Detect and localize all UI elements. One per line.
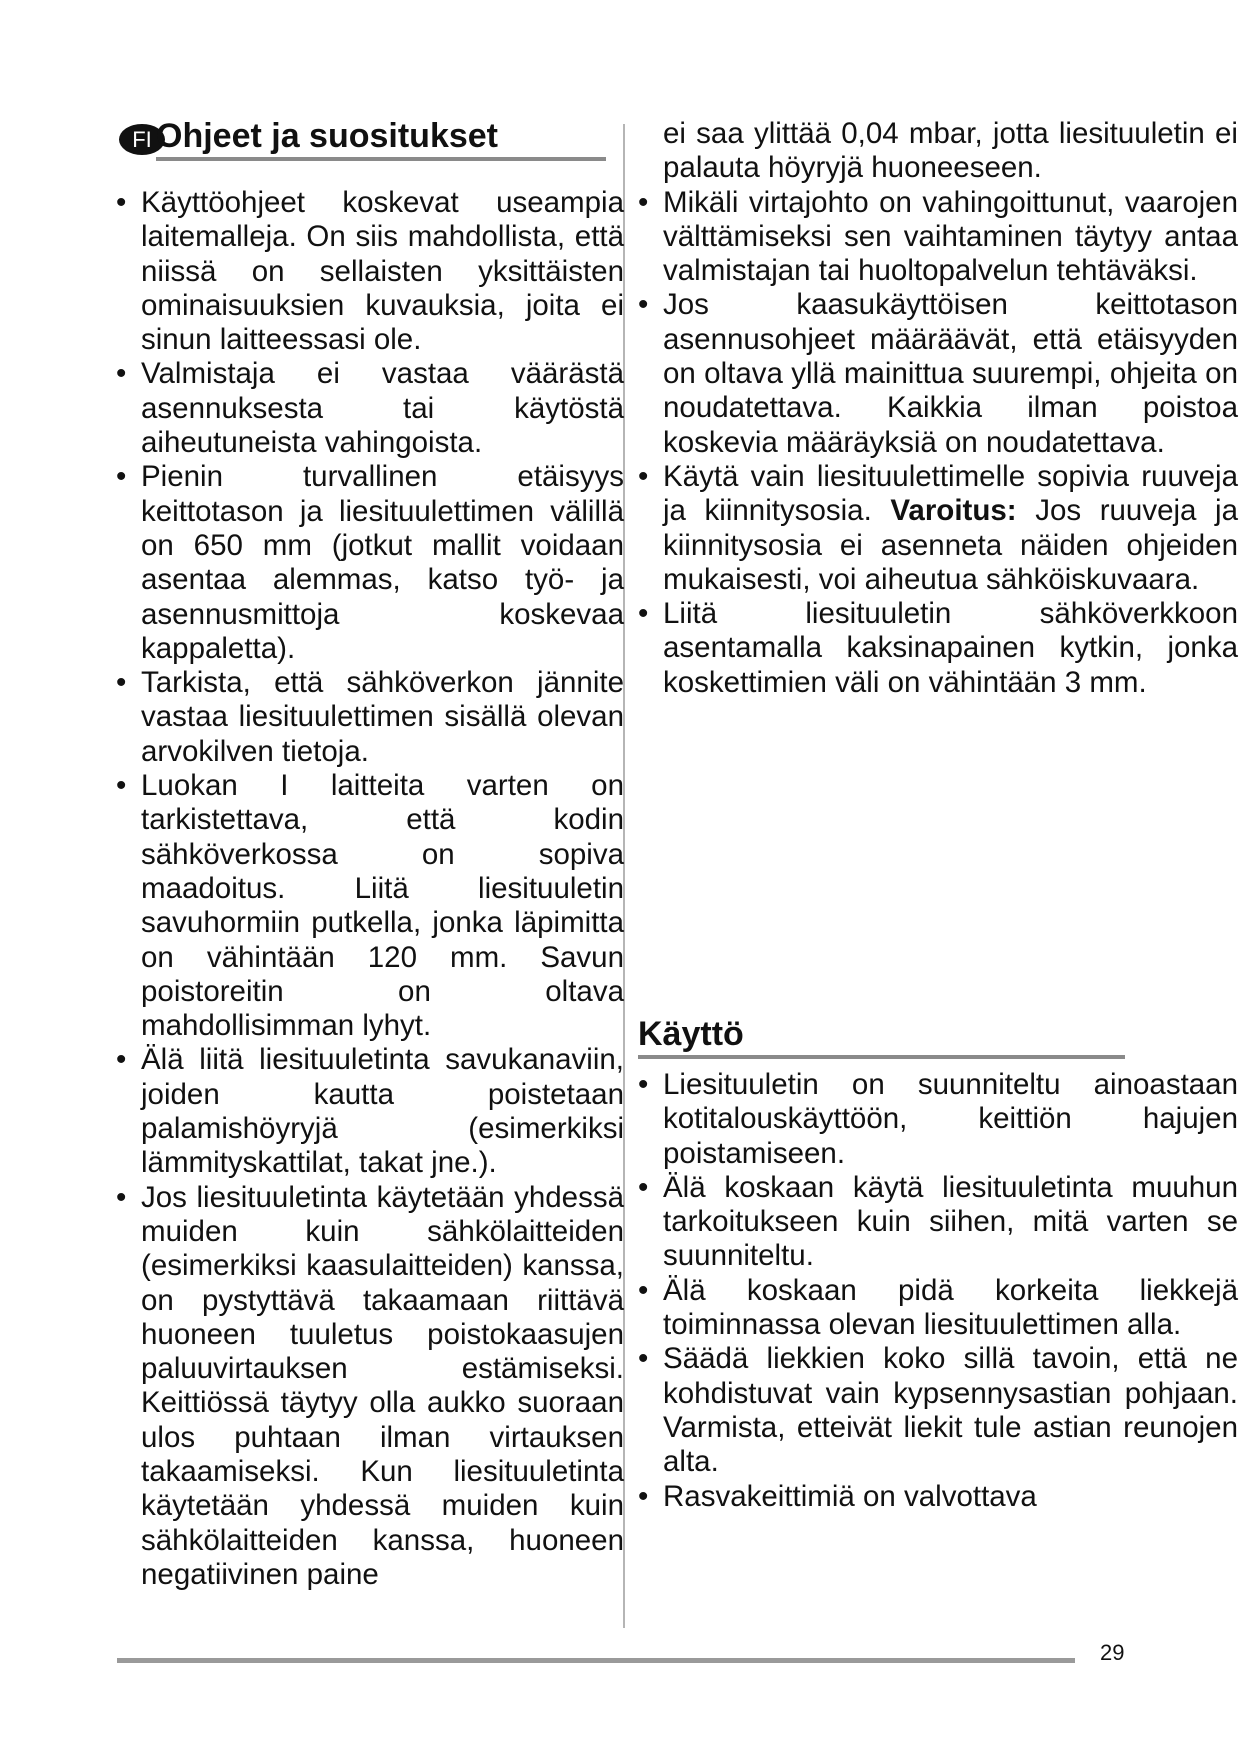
left-column: [116, 186, 624, 1592]
language-badge: FI: [119, 124, 165, 155]
list-item: • Älä koskaan pidä korkeita liekkejä toiminnassa olevan liesituulettimen alla.: [638, 1274, 1238, 1343]
list-item: • Jos liesituuletinta käytetään yhdessä muiden kuin sähkölaitteiden (esimerkiksi kaasulaitteiden) kanssa, on pystyttävä takaamaan riittävä huoneen tuuletus poistokaasujen paluuvirtauksen estämiseksi. Keittiössä täytyy olla aukko suoraan ulos puhtaan ilman virtauksen takaamiseksi. Kun liesituuletinta käytetään yhdessä muiden kuin sähkölaitteiden kanssa, huoneen negatiivinen paine: [116, 1181, 624, 1593]
list-item-screws: [638, 460, 1238, 597]
list-item: • Käyttöohjeet koskevat useampia laitemalleja. On siis mahdollista, että niissä on sellaisten yksittäisten ominaisuuksien kuvauksia, joita ei sinun laitteessasi ole.: [116, 186, 624, 357]
list-item: • Rasvakeittimiä on valvottava: [638, 1480, 1238, 1514]
list-item: • Jos kaasukäyttöisen keittotason asennusohjeet määräävät, että etäisyyden on oltava yllä mainittua suurempi, ohjeita on noudatettava. Kaikkia ilman poistoa koskevia määräyksiä on noudatettava.: [638, 288, 1238, 459]
page-number: 29: [1100, 1640, 1125, 1665]
list-item: • Liesituuletin on suunniteltu ainoastaan kotitalouskäyttöön, keittiön hajujen poistamiseen.: [638, 1068, 1238, 1171]
section-title-instructions: Ohjeet ja suositukset: [156, 117, 498, 155]
list-item: • Tarkista, että sähköverkon jännite vastaa liesituulettimen sisällä olevan arvokilven tietoja.: [116, 666, 624, 769]
list-item: • Luokan I laitteita varten on tarkistettava, että kodin sähköverkossa on sopiva maadoitus. Liitä liesituuletin savuhormiin putkella, jonka läpimitta on vähintään 120 mm. Savun poistoreitin on oltava mahdollisimman lyhyt.: [116, 769, 624, 1043]
right-column-lower: [638, 1068, 1238, 1514]
instruction-list: [116, 186, 624, 1592]
heading-underline: [638, 1055, 1125, 1059]
list-item: • Älä koskaan käytä liesituuletinta muuhun tarkoitukseen kuin siihen, mitä varten se suunniteltu.: [638, 1171, 1238, 1274]
right-column-upper: [638, 117, 1238, 700]
section-title-usage: Käyttö: [638, 1015, 744, 1053]
instruction-list-continued: [638, 186, 1238, 700]
list-item: • Valmistaja ei vastaa väärästä asennuksesta tai käytöstä aiheutuneista vahingoista.: [116, 357, 624, 460]
list-item: • Mikäli virtajohto on vahingoittunut, vaarojen välttämiseksi sen vaihtaminen täytyy antaa valmistajan tai huoltopalvelun tehtäväksi.: [638, 186, 1238, 289]
heading-underline: [156, 157, 606, 161]
list-item: • Liitä liesituuletin sähköverkkoon asentamalla kaksinapainen kytkin, jonka koskettimien väli on vähintään 3 mm.: [638, 597, 1238, 700]
usage-list: [638, 1068, 1238, 1514]
list-item: • Säädä liekkien koko sillä tavoin, että ne kohdistuvat vain kypsennysastian pohjaan. Varmista, etteivät liekit tule astian reunojen alta.: [638, 1342, 1238, 1479]
warning-label: Varoitus:: [890, 494, 1017, 528]
list-item: • Pienin turvallinen etäisyys keittotason ja liesituulettimen välillä on 650 mm (jotkut mallit voidaan asentaa alemmas, katso työ- ja asennusmittoja koskevaa kappaletta).: [116, 460, 624, 666]
screw-instruction: Käytä vain liesituulettimelle sopivia ruuveja ja kiinnitysosia.: [663, 459, 1238, 528]
continued-paragraph: ei saa ylittää 0,04 mbar, jotta liesituuletin ei palauta höyryjä huoneeseen.: [663, 117, 1238, 185]
list-item: • Älä liitä liesituuletinta savukanaviin, joiden kautta poistetaan palamishöyryjä (esimerkiksi lämmityskattilat, takat jne.).: [116, 1043, 624, 1180]
warning-text: Jos ruuveja ja kiinnitysosia ei asenneta näiden ohjeiden mukaisesti, voi aiheutua sähköiskuvaara.: [663, 494, 1238, 596]
footer-rule: [117, 1658, 1075, 1663]
